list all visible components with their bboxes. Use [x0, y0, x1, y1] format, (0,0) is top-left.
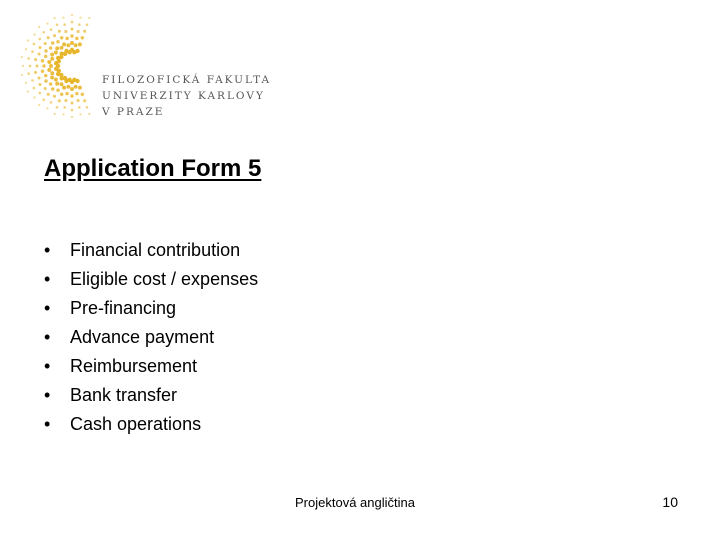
sun-dot: [27, 72, 30, 75]
sun-dot: [41, 69, 45, 73]
bullet-text: Financial contribution: [70, 240, 241, 260]
sun-dot: [33, 96, 35, 98]
sun-dot: [44, 79, 48, 83]
sun-dot: [49, 82, 53, 86]
bullet-item: [44, 294, 258, 323]
slide-title: Application Form 5: [44, 155, 262, 182]
sun-dot: [38, 38, 41, 41]
sun-dot: [60, 46, 64, 50]
sun-dot: [64, 30, 67, 33]
sun-dot: [38, 26, 40, 28]
sun-dot: [21, 56, 23, 58]
sun-dot: [75, 49, 79, 53]
bullet-text: Eligible cost / expenses: [70, 269, 259, 289]
faculty-name-line-2: UNIVERZITY KARLOVY: [102, 90, 265, 102]
bullet-item: [44, 352, 258, 381]
sun-dot: [29, 65, 32, 68]
sun-dot: [54, 78, 58, 82]
sun-dot: [55, 82, 59, 86]
sun-dot: [83, 99, 86, 102]
sun-dot: [38, 83, 41, 86]
sun-dot: [81, 92, 85, 96]
sun-dot: [55, 46, 59, 50]
sun-dot: [62, 86, 66, 90]
sun-dot: [71, 14, 73, 16]
sun-dot: [47, 93, 50, 96]
sun-dot: [56, 106, 59, 109]
sun-dot: [50, 57, 54, 61]
sun-dot: [27, 39, 29, 41]
sun-dot: [63, 23, 66, 26]
sun-dot: [64, 99, 67, 102]
faculty-name-line-3: V PRAZE: [102, 106, 165, 118]
bullet-text: Cash operations: [70, 414, 202, 434]
bullet-list: [44, 236, 258, 439]
sun-dot: [38, 76, 41, 79]
sun-dot: [77, 30, 80, 33]
sun-dot: [81, 36, 85, 40]
sun-dot: [70, 87, 74, 91]
sun-dot: [58, 30, 61, 33]
sun-dot: [56, 23, 59, 26]
bullet-item: [44, 265, 258, 294]
sun-dot: [78, 23, 81, 26]
sun-dot: [71, 109, 74, 112]
sun-dot: [38, 104, 40, 106]
sun-dot: [38, 52, 41, 55]
sun-dot: [33, 43, 36, 46]
bullet-icon: •: [44, 269, 51, 289]
sun-dot: [35, 64, 38, 67]
sun-dot: [60, 36, 64, 40]
sun-dot: [62, 42, 66, 46]
sun-dot: [56, 88, 60, 92]
sun-dot: [27, 57, 30, 60]
sun-dot: [44, 42, 47, 45]
sun-dot: [75, 92, 79, 96]
sun-dot: [50, 28, 53, 31]
sun-dot: [50, 71, 54, 75]
sun-dot: [62, 113, 64, 115]
sun-dot: [42, 98, 45, 101]
sun-dot: [33, 87, 36, 90]
sun-dot: [74, 85, 78, 89]
page-number: 10: [662, 494, 678, 510]
sun-dot: [86, 23, 89, 26]
faculty-name: [102, 72, 271, 120]
sun-dot: [54, 17, 56, 19]
sun-dot: [70, 101, 73, 104]
sun-dot: [34, 58, 37, 61]
bullet-icon: •: [44, 414, 51, 434]
sun-dot: [27, 90, 29, 92]
sun-dot: [66, 43, 70, 47]
sun-dot: [53, 34, 56, 37]
bullet-item: [44, 381, 258, 410]
sun-rays-icon: [14, 8, 104, 118]
sun-dot: [79, 113, 81, 115]
footer-course-name: Projektová angličtina: [295, 495, 415, 510]
sun-dot: [88, 17, 90, 19]
sun-dot: [60, 82, 64, 86]
sun-dot: [46, 107, 48, 109]
sun-dot: [47, 60, 51, 64]
sun-dot: [51, 41, 55, 45]
sun-dot: [79, 17, 81, 19]
sun-dot: [50, 53, 54, 57]
bullet-text: Reimbursement: [70, 356, 198, 376]
sun-dot: [44, 74, 48, 78]
sun-dot: [86, 106, 89, 109]
sun-dot: [75, 37, 79, 41]
sun-dot: [78, 106, 81, 109]
sun-dot: [25, 82, 27, 84]
sun-dot: [71, 116, 73, 118]
sun-dot: [66, 85, 70, 89]
sun-dot: [60, 92, 64, 96]
bullet-text: Bank transfer: [70, 385, 178, 405]
sun-dot: [63, 106, 66, 109]
sun-dot: [25, 48, 27, 50]
sun-dot: [46, 23, 48, 25]
sun-dot: [70, 34, 74, 38]
sun-dot: [21, 74, 23, 76]
bullet-icon: •: [44, 327, 51, 347]
sun-dot: [56, 40, 60, 44]
sun-dot: [54, 113, 56, 115]
bullet-item: [44, 323, 258, 352]
bullet-item: [44, 410, 258, 439]
sun-dot: [70, 41, 74, 45]
sun-dot: [38, 92, 41, 95]
sun-dot: [33, 33, 35, 35]
bullet-icon: •: [44, 298, 51, 318]
sun-dot: [44, 87, 47, 90]
sun-dot: [49, 46, 53, 50]
bullet-text: Advance payment: [70, 327, 215, 347]
sun-dot: [22, 65, 24, 67]
sun-dot: [54, 51, 58, 55]
sun-dot: [51, 87, 55, 91]
sun-dot: [70, 27, 73, 30]
faculty-name-line-1: FILOZOFICKÁ FAKULTA: [102, 74, 272, 86]
sun-dot: [65, 37, 69, 41]
sun-dot: [42, 31, 45, 34]
sun-dot: [47, 36, 50, 39]
sun-dot: [71, 21, 74, 24]
sun-dot: [31, 50, 34, 53]
sun-dot: [58, 99, 61, 102]
sun-dot: [47, 68, 51, 72]
sun-dot: [78, 42, 82, 46]
bullet-icon: •: [44, 356, 51, 376]
sun-dot: [70, 94, 74, 98]
sun-dot: [50, 76, 54, 80]
sun-dot: [83, 30, 86, 33]
bullet-item: [44, 236, 258, 265]
sun-dot: [38, 46, 41, 49]
bullet-text: Pre-financing: [70, 298, 177, 318]
sun-dot: [31, 79, 34, 82]
sun-dot: [49, 64, 53, 68]
sun-dot: [44, 49, 48, 53]
sun-dot: [62, 17, 64, 19]
sun-dot: [41, 59, 45, 63]
bullet-icon: •: [44, 240, 51, 260]
sun-dot: [53, 95, 56, 98]
bullet-icon: •: [44, 385, 51, 405]
sun-dot: [34, 71, 37, 74]
sun-dot: [65, 92, 69, 96]
sun-dot: [42, 64, 46, 68]
sun-dot: [88, 113, 90, 115]
sun-dot: [78, 86, 82, 90]
sun-dot: [74, 43, 78, 47]
sun-dot: [44, 55, 48, 59]
faculty-logo: [14, 8, 272, 118]
sun-dot: [77, 99, 80, 102]
sun-dot: [50, 101, 53, 104]
